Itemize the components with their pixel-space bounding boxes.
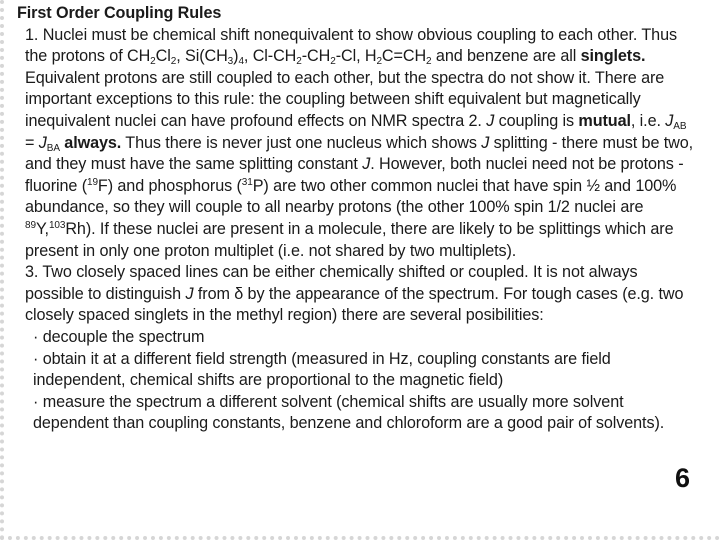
text-run: splitting - there must be two, and they must have the same splitting constant [25,133,694,174]
symbol-j: J [665,111,674,130]
text-run: Rh). If these nuclei are present in a molecule, there are likely to be splittings which are present in only one proton multiplet (i.e. not shared by two multiplets). [25,219,674,260]
text-run: Y, [35,219,49,238]
text-run: -Cl, H [335,47,377,66]
subscript: 2 [426,56,432,68]
bullet-item: · decouple the spectrum [33,327,205,346]
subscript: 2 [170,56,177,68]
text-run: = [25,133,39,152]
text-run: and benzene are all [431,47,581,66]
superscript: 19 [86,176,98,188]
text-run: Cl [155,47,171,66]
text-run: 1. Nuclei must be chemical shift nonequivalent to show obvious coupling to each other. Thus the protons of CH [25,25,677,66]
subscript: AB [673,120,687,132]
text-run: P) are two other common nuclei that have spin ½ and 100% abundance, so they will couple to all nearby protons (the other 100% spin 1/2 nuclei are [25,176,677,217]
symbol-j: J [362,155,371,174]
bullet-item: · measure the spectrum a different solvent (chemical shifts are usually more solvent dependent than coupling constants, benzene and chloroform are a good pair of solvents). [33,392,665,433]
symbol-j: J [185,284,194,303]
emphasis-bold: singlets. [580,47,646,66]
text-run: , i.e. [630,111,666,130]
subscript: 4 [238,56,244,68]
text-run: from δ by the appearance of the spectrum. For tough cases (e.g. two closely spaced singlets in the methyl region) there are several posibilities: [25,284,684,325]
subscript: BA [46,142,60,154]
subscript: 2 [150,56,156,68]
superscript: 89 [25,219,36,231]
subscript: 2 [296,56,302,68]
slide-title: First Order Coupling Rules [17,4,222,22]
text-run: F) and phosphorus ( [97,176,242,195]
symbol-j: J [486,111,495,130]
subscript: 2 [330,56,336,68]
emphasis-bold: always. [59,133,122,152]
text-run: 3. Two closely spaced lines can be either chemically shifted or coupled. It is not always possible to distinguish [25,263,638,303]
bullet-item: · obtain it at a different field strength (measured in Hz, coupling constants are field independent, chemical shifts are proportional to the magnetic field) [33,349,611,390]
text-run: . However, both nuclei need not be protons - fluorine ( [25,155,684,195]
text-run: , Si(CH [176,47,228,66]
rule-2-inline [25,112,693,260]
text-run: Equivalent protons are still coupled to each other, but the spectra do not show it. There are important exceptions to this rule: the coupling between shift equivalent but magnetically inequivalent nuclei can have profound effects on NMR spectra [25,68,665,130]
superscript: 103 [48,219,66,231]
superscript: 31 [241,176,253,188]
text-run: coupling is [494,111,579,130]
text-run: -CH [301,47,331,66]
rule-3-paragraph [17,262,697,327]
text-run: Thus there is never just one nucleus which shows [121,133,482,152]
text-run: , Cl-CH [243,47,297,66]
rule-1-paragraph [17,25,697,263]
slide-body [17,3,697,435]
symbol-j: J [38,133,47,152]
subscript: 3 [227,56,234,68]
page-number: 6 [675,463,691,493]
text-run: C=CH [381,47,427,66]
text-run: 2. [468,111,487,130]
subscript: 2 [376,56,382,68]
text-run: ) [233,47,239,66]
emphasis-bold: mutual [578,111,631,130]
symbol-j: J [481,133,490,152]
